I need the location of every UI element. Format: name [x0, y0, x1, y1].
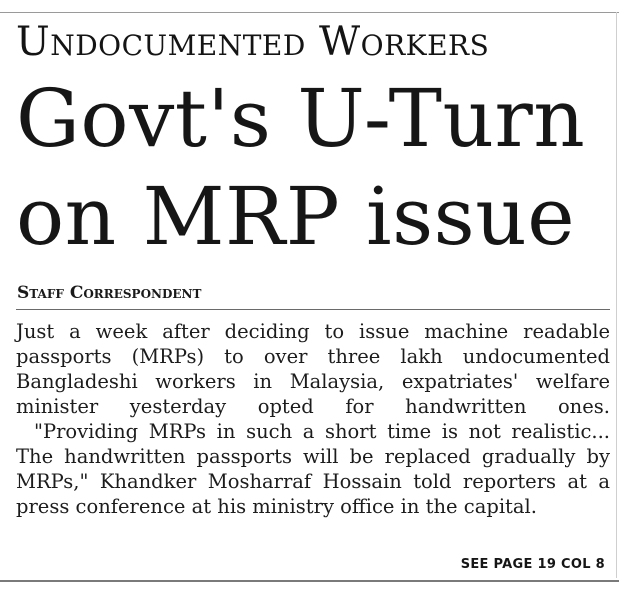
headline-line-2: on MRP issue	[16, 170, 576, 263]
article-headline	[16, 70, 585, 266]
body-line: Just a week after deciding to issue machine readable	[16, 320, 610, 343]
byline: Staff Correspondent	[17, 283, 202, 303]
body-line: press conference at his ministry office in the capital.	[16, 495, 537, 518]
body-line: Bangladeshi workers in Malaysia, expatriates' welfare	[16, 370, 610, 393]
body-line: MRPs," Khandker Mosharraf Hossain told reporters at a	[16, 470, 610, 493]
bottom-rule	[0, 580, 619, 582]
body-line: The handwritten passports will be replaced gradually by	[16, 445, 610, 468]
body-line: minister yesterday opted for handwritten ones.	[16, 395, 610, 418]
top-rule	[0, 12, 619, 13]
byline-rule	[16, 309, 610, 310]
body-line: "Providing MRPs in such a short time is not realistic...	[34, 420, 610, 443]
article-body	[16, 319, 610, 519]
right-edge-rule	[616, 12, 617, 578]
headline-line-1: Govt's U-Turn	[16, 72, 586, 165]
body-line: passports (MRPs) to over three lakh undocumented	[16, 345, 610, 368]
article-kicker: Undocumented Workers	[16, 19, 490, 65]
continuation-note: SEE PAGE 19 COL 8	[460, 557, 605, 572]
